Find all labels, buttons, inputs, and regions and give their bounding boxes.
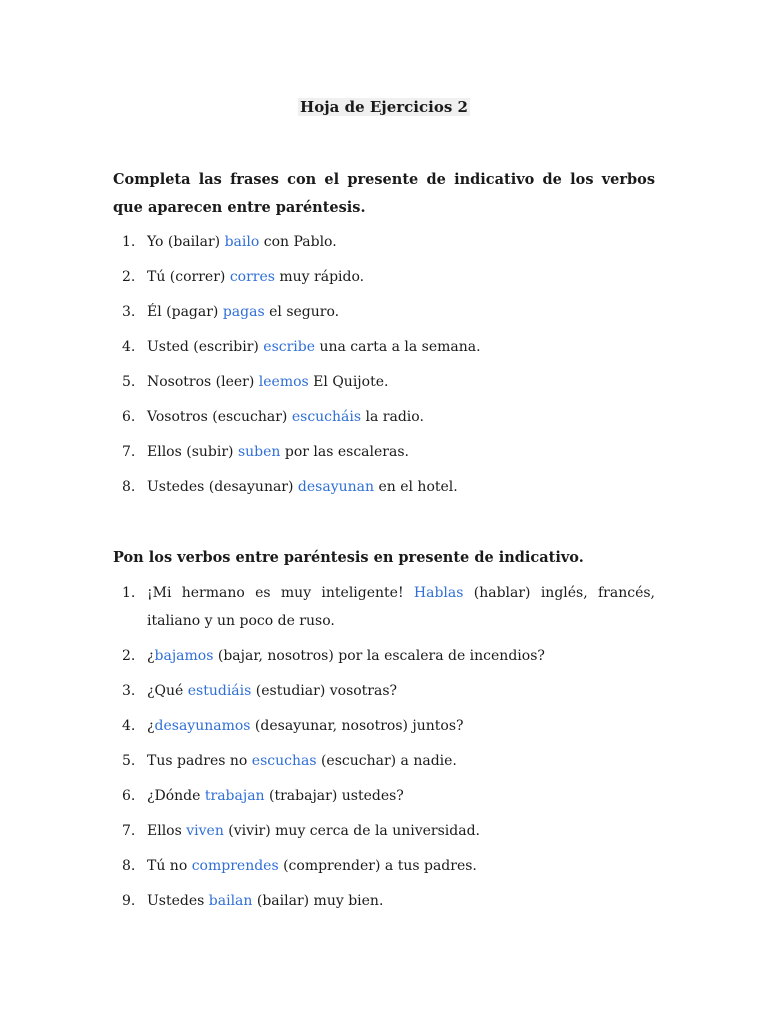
exercise-item — [113, 298, 655, 326]
item-text-before: Vosotros (escuchar) — [147, 409, 292, 425]
item-number: 6. — [122, 409, 136, 425]
section2-heading: Pon los verbos entre paréntesis en presente de indicativo. — [113, 549, 584, 566]
item-number: 9. — [122, 893, 136, 909]
item-text-before: ¿ — [147, 648, 155, 664]
exercise-item — [113, 782, 655, 810]
item-answer: bajamos — [154, 648, 214, 664]
item-text-after: (estudiar) vosotras? — [251, 683, 398, 699]
exercise-item — [113, 852, 655, 880]
item-answer: desayunamos — [154, 718, 251, 734]
item-answer: trabajan — [204, 788, 265, 804]
section1-heading: Completa las frases con el presente de indicativo de los verbos que aparecen entre paréntesis. — [113, 171, 655, 216]
exercise-item — [113, 887, 655, 915]
item-text-before: Ustedes — [147, 893, 209, 909]
item-number: 1. — [122, 585, 136, 601]
item-number: 7. — [122, 444, 136, 460]
item-text-after: una carta a la semana. — [315, 339, 481, 355]
item-answer: bailo — [224, 234, 260, 250]
item-text-after: en el hotel. — [374, 479, 458, 495]
item-answer: suben — [237, 444, 281, 460]
item-number: 1. — [122, 234, 136, 250]
item-answer: desayunan — [297, 479, 375, 495]
item-text-after: (bajar, nosotros) por la escalera de incendios? — [213, 648, 545, 664]
item-text-after: por las escaleras. — [280, 444, 409, 460]
item-text-before: Ustedes (desayunar) — [147, 479, 298, 495]
item-text-after: (bailar) muy bien. — [252, 893, 384, 909]
exercise-item — [113, 438, 655, 466]
item-text-after: (vivir) muy cerca de la universidad. — [223, 823, 481, 839]
item-text-after: con Pablo. — [259, 234, 337, 250]
exercise-item — [113, 228, 655, 256]
item-text-before: Ellos (subir) — [147, 444, 238, 460]
item-text-before: Tus padres no — [147, 753, 252, 769]
item-text-before: Tú no — [147, 858, 192, 874]
item-answer: escuchas — [251, 753, 317, 769]
exercise-item — [113, 473, 655, 501]
exercise-item — [113, 747, 655, 775]
item-text-after: (hablar) inglés, francés, italiano y un poco de ruso. — [147, 585, 655, 629]
item-text-after: (escuchar) a nadie. — [316, 753, 457, 769]
item-number: 2. — [122, 648, 136, 664]
item-text-before: ¿Qué — [147, 683, 188, 699]
item-text-after: El Quijote. — [308, 374, 389, 390]
page-title — [0, 98, 768, 116]
item-text-before: ¿ — [147, 718, 155, 734]
item-text-before: Ellos — [147, 823, 187, 839]
item-number: 6. — [122, 788, 136, 804]
exercise-item — [113, 817, 655, 845]
section1-list — [113, 228, 655, 508]
item-number: 4. — [122, 339, 136, 355]
item-answer: escribe — [263, 339, 316, 355]
title-text: Hoja de Ejercicios 2 — [300, 98, 468, 116]
item-answer: comprendes — [191, 858, 279, 874]
exercise-item — [113, 677, 655, 705]
item-text-after: (desayunar, nosotros) juntos? — [250, 718, 464, 734]
item-number: 7. — [122, 823, 136, 839]
exercise-item — [113, 333, 655, 361]
item-answer: viven — [186, 823, 224, 839]
item-answer: bailan — [208, 893, 253, 909]
item-number: 4. — [122, 718, 136, 734]
item-number: 8. — [122, 479, 136, 495]
item-answer: escucháis — [291, 409, 362, 425]
item-answer: leemos — [258, 374, 309, 390]
item-answer: estudiáis — [187, 683, 252, 699]
item-number: 2. — [122, 269, 136, 285]
item-text-before: Yo (bailar) — [147, 234, 225, 250]
item-number: 8. — [122, 858, 136, 874]
exercise-item — [113, 368, 655, 396]
item-answer: Hablas — [413, 585, 464, 601]
item-text-after: (trabajar) ustedes? — [264, 788, 404, 804]
item-text-before: Usted (escribir) — [147, 339, 264, 355]
exercise-item — [113, 712, 655, 740]
section2-list — [113, 579, 655, 922]
item-number: 3. — [122, 683, 136, 699]
item-text-after: muy rápido. — [274, 269, 365, 285]
exercise-item — [113, 579, 655, 635]
item-number: 5. — [122, 753, 136, 769]
item-number: 3. — [122, 304, 136, 320]
exercise-item — [113, 642, 655, 670]
exercise-item — [113, 403, 655, 431]
item-text-before: Nosotros (leer) — [147, 374, 259, 390]
item-text-after: la radio. — [361, 409, 424, 425]
item-text-before: Tú (correr) — [147, 269, 230, 285]
item-text-before: ¡Mi hermano es muy inteligente! — [147, 585, 414, 601]
item-text-before: Él (pagar) — [147, 304, 223, 320]
item-text-after: el seguro. — [264, 304, 340, 320]
item-answer: corres — [229, 269, 275, 285]
exercise-item — [113, 263, 655, 291]
item-number: 5. — [122, 374, 136, 390]
item-text-before: ¿Dónde — [147, 788, 205, 804]
item-text-after: (comprender) a tus padres. — [278, 858, 477, 874]
item-answer: pagas — [222, 304, 265, 320]
